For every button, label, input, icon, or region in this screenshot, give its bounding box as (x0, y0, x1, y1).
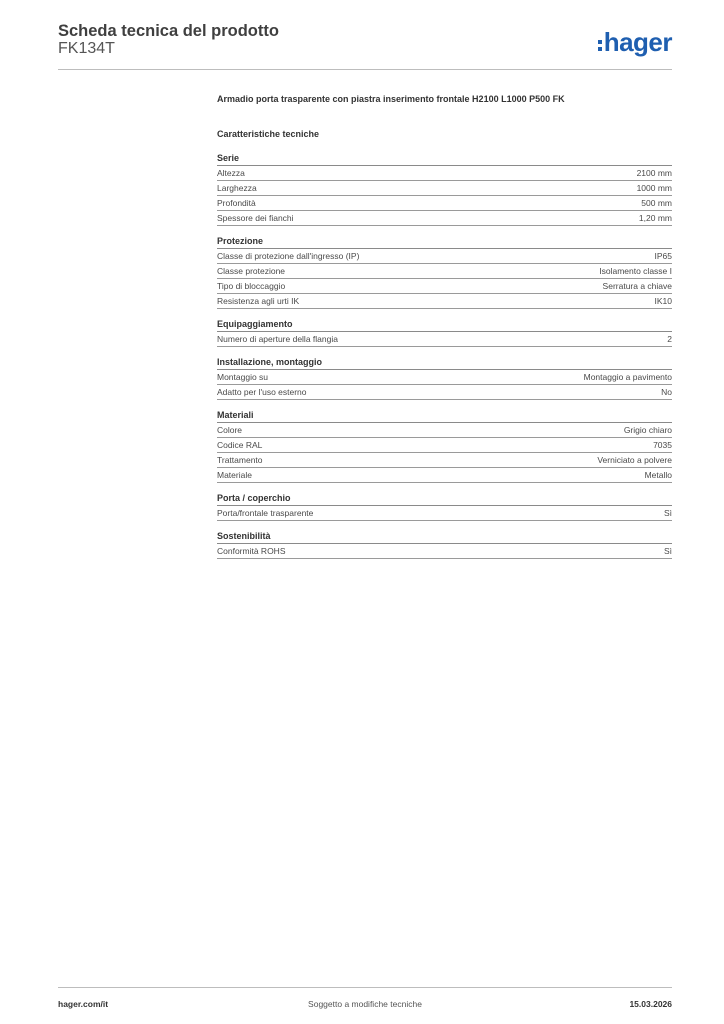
spec-value: 500 mm (641, 198, 672, 208)
spec-content (217, 94, 672, 559)
spec-row (217, 453, 672, 468)
spec-value: IP65 (654, 251, 672, 261)
spec-label: Trattamento (217, 455, 263, 465)
spec-row (217, 506, 672, 521)
spec-row (217, 370, 672, 385)
logo-text: hager (603, 27, 672, 57)
logo-colon-icon (598, 40, 602, 51)
spec-label: Codice RAL (217, 440, 263, 450)
spec-value: 7035 (653, 440, 672, 450)
footer-date: 15.03.2026 (629, 999, 672, 1009)
spec-value: Isolamento classe I (599, 266, 672, 276)
spec-row (217, 544, 672, 559)
spec-section (217, 409, 672, 483)
spec-sections (217, 152, 672, 559)
spec-label: Tipo di bloccaggio (217, 281, 286, 291)
section-title: Porta / coperchio (217, 492, 672, 506)
spec-row (217, 166, 672, 181)
spec-value: Grigio chiaro (623, 425, 672, 435)
section-title: Installazione, montaggio (217, 356, 672, 370)
spec-section (217, 152, 672, 226)
spec-row (217, 332, 672, 347)
hager-logo (598, 27, 672, 57)
spec-row (217, 264, 672, 279)
footer-website[interactable]: hager.com/it (58, 999, 109, 1009)
product-code: FK134T (58, 40, 115, 57)
spec-row (217, 468, 672, 483)
spec-section (217, 235, 672, 309)
spec-value: Montaggio a pavimento (583, 372, 672, 382)
spec-label: Classe di protezione dall'ingresso (IP) (217, 251, 360, 261)
spec-value: 2 (667, 334, 672, 344)
spec-label: Classe protezione (217, 266, 286, 276)
spec-row (217, 438, 672, 453)
spec-value: Sì (663, 508, 672, 518)
footer-disclaimer: Soggetto a modifiche tecniche (308, 999, 422, 1009)
spec-label: Materiale (217, 470, 252, 480)
spec-value: Verniciato a polvere (597, 455, 672, 465)
section-title: Sostenibilità (217, 530, 672, 544)
spec-section (217, 356, 672, 400)
page-header (58, 20, 672, 70)
spec-label: Montaggio su (217, 372, 269, 382)
section-title: Equipaggiamento (217, 318, 672, 332)
section-title: Serie (217, 152, 672, 166)
spec-label: Profondità (217, 198, 256, 208)
spec-value: Serratura a chiave (602, 281, 672, 291)
page-footer (58, 987, 672, 1012)
spec-value: No (661, 387, 672, 397)
spec-value: 1000 mm (636, 183, 672, 193)
spec-value: Metallo (644, 470, 672, 480)
spec-row (217, 294, 672, 309)
spec-label: Numero di aperture della flangia (217, 334, 338, 344)
spec-row (217, 423, 672, 438)
spec-row (217, 385, 672, 400)
spec-row (217, 196, 672, 211)
spec-row (217, 181, 672, 196)
product-description: Armadio porta trasparente con piastra inserimento frontale H2100 L1000 P500 FK (217, 94, 565, 104)
spec-value: 1,20 mm (638, 213, 672, 223)
spec-label: Porta/frontale trasparente (217, 508, 314, 518)
spec-label: Larghezza (217, 183, 257, 193)
spec-label: Resistenza agli urti IK (217, 296, 300, 306)
spec-label: Colore (217, 425, 243, 435)
spec-section (217, 318, 672, 347)
spec-row (217, 211, 672, 226)
spec-label: Conformità ROHS (217, 546, 286, 556)
spec-label: Altezza (217, 168, 245, 178)
spec-row (217, 249, 672, 264)
section-title: Materiali (217, 409, 672, 423)
section-title: Protezione (217, 235, 672, 249)
spec-value: IK10 (654, 296, 672, 306)
spec-heading: Caratteristiche tecniche (217, 129, 320, 139)
spec-value: 2100 mm (636, 168, 672, 178)
spec-label: Adatto per l'uso esterno (217, 387, 307, 397)
spec-row (217, 279, 672, 294)
spec-label: Spessore dei fianchi (217, 213, 294, 223)
spec-value: Sì (663, 546, 672, 556)
page-title: Scheda tecnica del prodotto (58, 22, 279, 40)
spec-section (217, 530, 672, 559)
spec-section (217, 492, 672, 521)
